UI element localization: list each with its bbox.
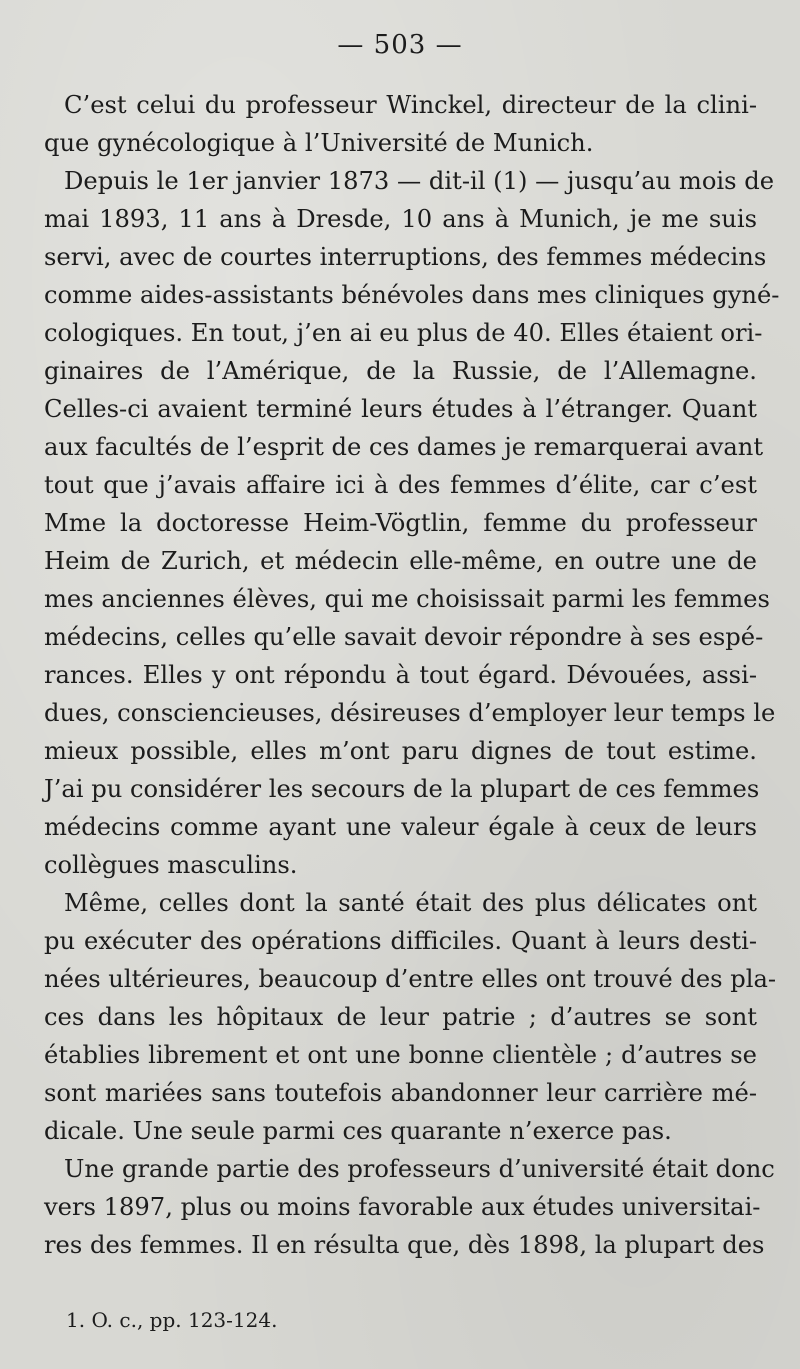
text-line: mai 1893, 11 ans à Dresde, 10 ans à Munich, je me suis (44, 205, 757, 233)
text-line: servi, avec de courtes interruptions, des femmes médecins (44, 243, 767, 271)
text-line: Mme la doctoresse Heim-Vögtlin, femme du professeur (44, 509, 757, 537)
text-line: J’ai pu considérer les secours de la plupart de ces femmes (44, 775, 760, 803)
text-line: médecins comme ayant une valeur égale à ceux de leurs (44, 813, 757, 841)
text-line: que gynécologique à l’Université de Munich. (44, 129, 594, 157)
text-line: dicale. Une seule parmi ces quarante n’exerce pas. (44, 1117, 672, 1145)
text-line: établies librement et ont une bonne clientèle ; d’autres se (44, 1041, 757, 1069)
text-line: nées ultérieures, beaucoup d’entre elles ont trouvé des pla- (44, 965, 777, 993)
text-line: dues, consciencieuses, désireuses d’employer leur temps le (44, 699, 776, 727)
text-line: tout que j’avais affaire ici à des femmes d’élite, car c’est (44, 471, 757, 499)
text-line: mieux possible, elles m’ont paru dignes de tout estime. (44, 737, 757, 765)
text-line: C’est celui du professeur Winckel, directeur de la clini- (64, 91, 757, 119)
text-line: ces dans les hôpitaux de leur patrie ; d’autres se sont (44, 1003, 757, 1031)
text-line: mes anciennes élèves, qui me choisissait parmi les femmes (44, 585, 770, 613)
text-line: aux facultés de l’esprit de ces dames je remarquerai avant (44, 433, 764, 461)
text-line: Celles-ci avaient terminé leurs études à l’étranger. Quant (44, 395, 757, 423)
footnote: 1. O. c., pp. 123-124. (66, 1308, 278, 1332)
text-line: vers 1897, plus ou moins favorable aux études universitai- (44, 1193, 761, 1221)
body-text (44, 86, 780, 1264)
text-line: Depuis le 1er janvier 1873 — dit-il (1) — jusqu’au mois de (64, 167, 775, 195)
text-line: sont mariées sans toutefois abandonner leur carrière mé- (44, 1079, 757, 1107)
text-line: Une grande partie des professeurs d’université était donc (64, 1155, 775, 1183)
page-number: — 503 — (337, 30, 463, 60)
text-line: rances. Elles y ont répondu à tout égard. Dévouées, assi- (44, 661, 757, 689)
text-line: Heim de Zurich, et médecin elle-même, en outre une de (44, 547, 757, 575)
text-line: collègues masculins. (44, 851, 298, 879)
text-line: pu exécuter des opérations difficiles. Quant à leurs desti- (44, 927, 757, 955)
text-line: médecins, celles qu’elle savait devoir répondre à ses espé- (44, 623, 764, 651)
text-line: res des femmes. Il en résulta que, dès 1898, la plupart des (44, 1231, 765, 1259)
text-line: Même, celles dont la santé était des plus délicates ont (64, 889, 757, 917)
text-line: comme aides-assistants bénévoles dans mes cliniques gyné- (44, 281, 780, 309)
text-line: cologiques. En tout, j’en ai eu plus de 40. Elles étaient ori- (44, 319, 763, 347)
text-line: ginaires de l’Amérique, de la Russie, de l’Allemagne. (44, 357, 757, 385)
